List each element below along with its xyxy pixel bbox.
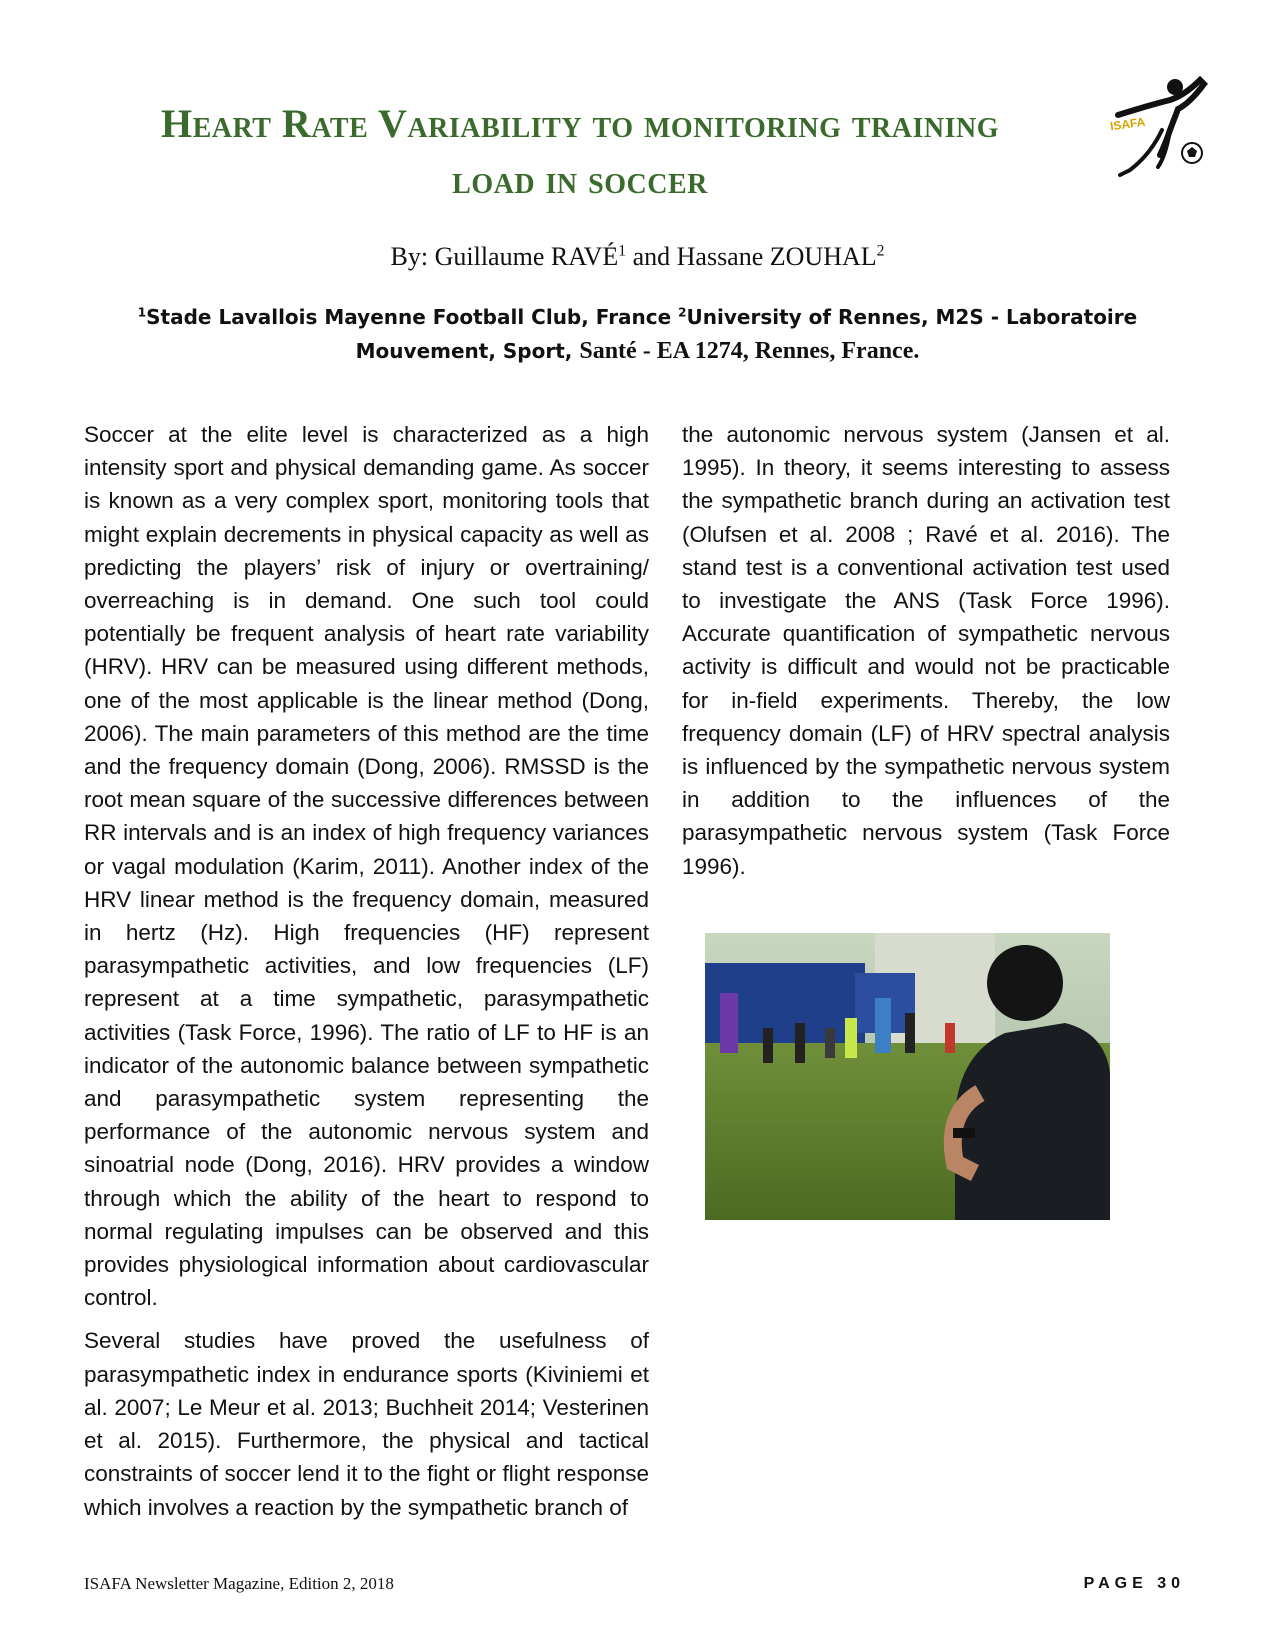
left-column: [84, 418, 649, 1534]
isafa-logo: [1100, 75, 1210, 185]
footer-publication: ISAFA Newsletter Magazine, Edition 2, 2018: [84, 1574, 394, 1593]
affil-part-3: Santé - EA 1274, Rennes, France.: [579, 338, 920, 364]
byline-author-1: By: Guillaume RAVÉ: [390, 242, 619, 271]
affil-part-2: University of Rennes, M2S - Laboratoire Mouvement, Sport,: [355, 305, 1138, 363]
soccer-training-photo-image: [705, 933, 1110, 1220]
byline-sup-1: 1: [618, 242, 627, 260]
logo-text: ISAFA: [1109, 114, 1147, 134]
body-paragraph-3: the autonomic nervous system (Jansen et al. 1995). In theory, it seems interesting to assess the sympathetic branch during an activation test (Olufsen et al. 2008 ; Ravé et al. 2016). The stand test is a conventional activation test used to investigate the ANS (Task Force 1996). Accurate quantification of sympathetic nervous activity is difficult and would not be practicable for in-field experiments. Thereby, the low frequency domain (LF) of HRV spectral analysis is influenced by the sympathetic nervous system in addition to the influences of the parasympathetic nervous system (Task Force 1996).: [682, 422, 1170, 879]
affil-sup-2: 2: [678, 305, 687, 320]
byline-sup-2: 2: [876, 242, 885, 260]
title-line-1: Heart Rate Variability to monitoring training: [160, 101, 1000, 146]
affil-sup-1: 1: [137, 305, 147, 320]
byline-author-2: and Hassane ZOUHAL: [626, 242, 877, 271]
affil-part-1: Stade Lavallois Mayenne Football Club, France: [146, 305, 679, 329]
right-column: [682, 418, 1170, 893]
training-photo: [705, 933, 1110, 1220]
article-title: [60, 96, 1100, 208]
affiliations: [110, 300, 1165, 368]
title-line-2: load in soccer: [452, 157, 708, 202]
body-paragraph-2: Several studies have proved the usefulness of parasympathetic index in endurance sports (Kiviniemi et al. 2007; Le Meur et al. 2013; Buchheit 2014; Vesterinen et al. 2015). Furthermore, the physical and tactical constraints of soccer lend it to the fight or flight response which involves a reaction by the sympathetic branch of: [84, 1328, 649, 1520]
page-number: PAGE 30: [1083, 1575, 1185, 1592]
byline: [0, 242, 1275, 272]
body-paragraph-1: Soccer at the elite level is characterized as a high intensity sport and physical demanding game. As soccer is known as a very complex sport, monitoring tools that might explain decrements in physical capacity as well as predicting the players’ risk of injury or overtraining/ overreaching is in demand. One such tool could potentially be frequent analysis of heart rate variability (HRV). HRV can be measured using different methods, one of the most applicable is the linear method (Dong, 2006). The main parameters of this method are the time and the frequency domain (Dong, 2006). RMSSD is the root mean square of the successive differences between RR intervals and is an index of high frequency variances or vagal modulation (Karim, 2011). Another index of the HRV linear method is the frequency domain, measured in hertz (Hz). High frequencies (HF) represent parasympathetic activities, and low frequencies (LF) represent at a time sympathetic, parasympathetic activities (Task Force, 1996). The ratio of LF to HF is an indicator of the autonomic balance between sympathetic and parasympathetic system representing the performance of the autonomic nervous system and sinoatrial node (Dong, 2016). HRV provides a window through which the ability of the heart to respond to normal regulating impulses can be observed and this provides physiological information about cardiovascular control.: [84, 422, 649, 1311]
